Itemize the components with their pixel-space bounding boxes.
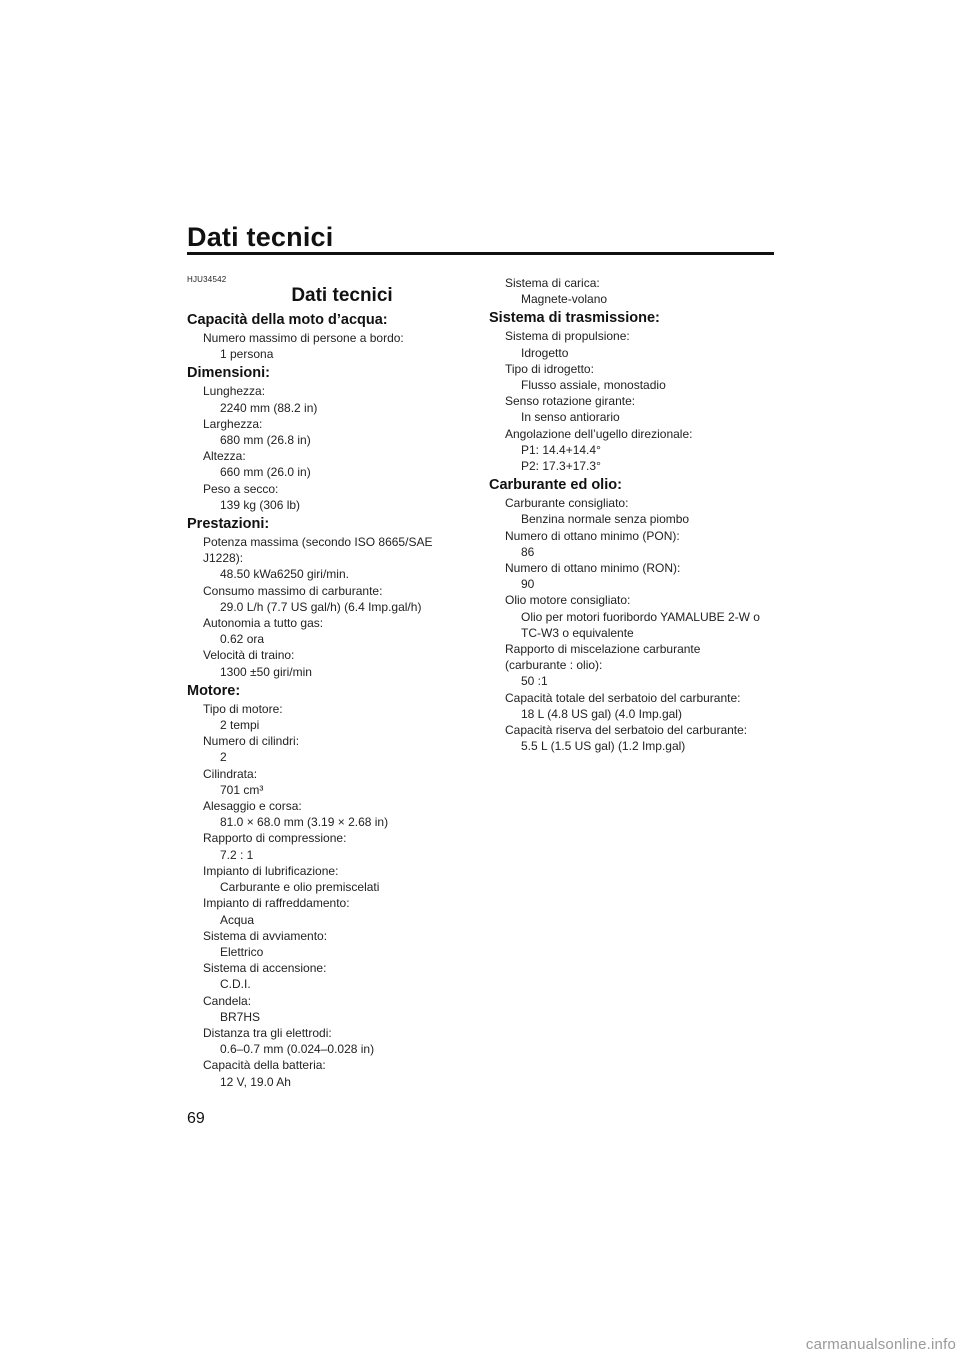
spec-label: Lunghezza: [203,384,266,399]
spec-value: Olio per motori fuoribordo YAMALUBE 2-W o [521,609,760,624]
spec-value: BR7HS [220,1009,261,1024]
page-header-title: Dati tecnici [187,222,334,252]
spec-value: Elettrico [220,944,264,959]
spec-label: Sistema di carica: [505,276,600,290]
spec-value: Flusso assiale, monostadio [521,378,666,393]
spec-label: Tipo di idrogetto: [505,361,594,376]
spec-value: 29.0 L/h (7.7 US gal/h) (6.4 Imp.gal/h) [220,599,422,614]
spec-label: Altezza: [203,449,246,464]
spec-label: Capacità riserva del serbatoio del carburante: [505,723,748,738]
spec-section [489,275,779,307]
spec-label: Cilindrata: [203,766,258,781]
spec-section-title: Dimensioni: [187,365,270,382]
watermark: carmanualsonline.info [805,1336,956,1353]
spec-label: Rapporto di compressione: [203,831,347,846]
spec-label: Alesaggio e corsa: [203,799,302,814]
right-spec-list [489,275,779,754]
spec-section-title: Capacità della moto d’acqua: [187,312,388,328]
spec-section [187,682,457,1090]
spec-label: Velocità di traino: [203,648,295,663]
spec-section [489,476,779,754]
section-title: Dati tecnici [291,285,393,306]
spec-value: 0.62 ora [220,632,265,647]
spec-value: 680 mm (26.8 in) [220,433,311,448]
spec-label: Tipo di motore: [203,701,283,716]
spec-label: Potenza massima (secondo ISO 8665/SAE [203,535,433,550]
left-spec-list [187,311,457,1090]
left-column [187,275,457,1090]
spec-label: Capacità della batteria: [203,1058,326,1073]
spec-label: Numero massimo di persone a bordo: [203,331,404,345]
spec-label: Rapporto di miscelazione carburante [505,642,701,657]
page-number: 69 [187,1110,205,1127]
spec-value: 5.5 L (1.5 US gal) (1.2 Imp.gal) [521,739,686,754]
spec-value: Acqua [220,912,255,927]
right-column [489,275,779,754]
spec-section-title: Prestazioni: [187,516,270,533]
spec-value: 139 kg (306 lb) [220,497,301,512]
spec-value: 0.6–0.7 mm (0.024–0.028 in) [220,1042,375,1057]
spec-label: Candela: [203,993,252,1008]
spec-value: C.D.I. [220,977,251,992]
spec-section-title: Motore: [187,682,241,699]
spec-section-title: Sistema di trasmissione: [489,310,660,327]
spec-value: Magnete-volano [521,292,608,307]
spec-label: Numero di ottano minimo (PON): [505,528,680,543]
spec-label: Carburante consigliato: [505,496,629,511]
spec-value: 86 [521,544,535,559]
spec-label: Olio motore consigliato: [505,593,631,608]
spec-label: Larghezza: [203,416,263,431]
spec-value: 2240 mm (88.2 in) [220,400,318,415]
spec-label: Sistema di propulsione: [505,329,630,344]
spec-value: 18 L (4.8 US gal) (4.0 Imp.gal) [521,706,682,721]
spec-section [187,364,457,513]
spec-value: Benzina normale senza piombo [521,512,690,527]
section-code: HJU34542 [187,275,227,284]
spec-label: Peso a secco: [203,481,279,496]
spec-value: 81.0 × 68.0 mm (3.19 × 2.68 in) [220,815,389,830]
header-rule [187,252,774,255]
spec-label: J1228): [203,551,244,566]
spec-value: 1300 ±50 giri/min [220,664,312,679]
spec-label: Sistema di avviamento: [203,928,328,943]
spec-section-title: Carburante ed olio: [489,477,622,494]
spec-label: Capacità totale del serbatoio del carburante: [505,690,741,705]
spec-value: 90 [521,577,535,592]
spec-label: Senso rotazione girante: [505,394,636,409]
spec-value: 2 [220,750,227,765]
spec-value: TC-W3 o equivalente [521,625,634,640]
spec-section [187,515,457,680]
spec-value: In senso antiorario [521,410,620,425]
spec-label: Autonomia a tutto gas: [203,616,324,631]
spec-label: Numero di ottano minimo (RON): [505,561,681,576]
spec-value: 48.50 kWa6250 giri/min. [220,567,349,582]
spec-value: Idrogetto [521,345,569,360]
spec-value: P2: 17.3+17.3° [521,459,601,474]
spec-value: 7.2 : 1 [220,847,254,862]
spec-value: 2 tempi [220,718,260,733]
spec-value: Carburante e olio premiscelati [220,880,380,895]
spec-section [187,311,457,362]
spec-value: 12 V, 19.0 Ah [220,1074,291,1089]
spec-label: Consumo massimo di carburante: [203,583,383,598]
spec-section [489,309,779,474]
spec-value: 701 cm³ [220,782,264,797]
spec-label: Angolazione dell’ugello direzionale: [505,426,693,441]
spec-label: Numero di cilindri: [203,734,300,749]
spec-label: Impianto di lubrificazione: [203,863,339,878]
spec-label: Sistema di accensione: [203,961,327,976]
spec-label: Distanza tra gli elettrodi: [203,1025,332,1040]
spec-value: 660 mm (26.0 in) [220,465,311,480]
spec-value: 50 :1 [521,674,548,689]
spec-value: 1 persona [220,347,274,362]
spec-label: (carburante : olio): [505,658,603,673]
spec-label: Impianto di raffreddamento: [203,896,350,911]
spec-value: P1: 14.4+14.4° [521,442,601,457]
